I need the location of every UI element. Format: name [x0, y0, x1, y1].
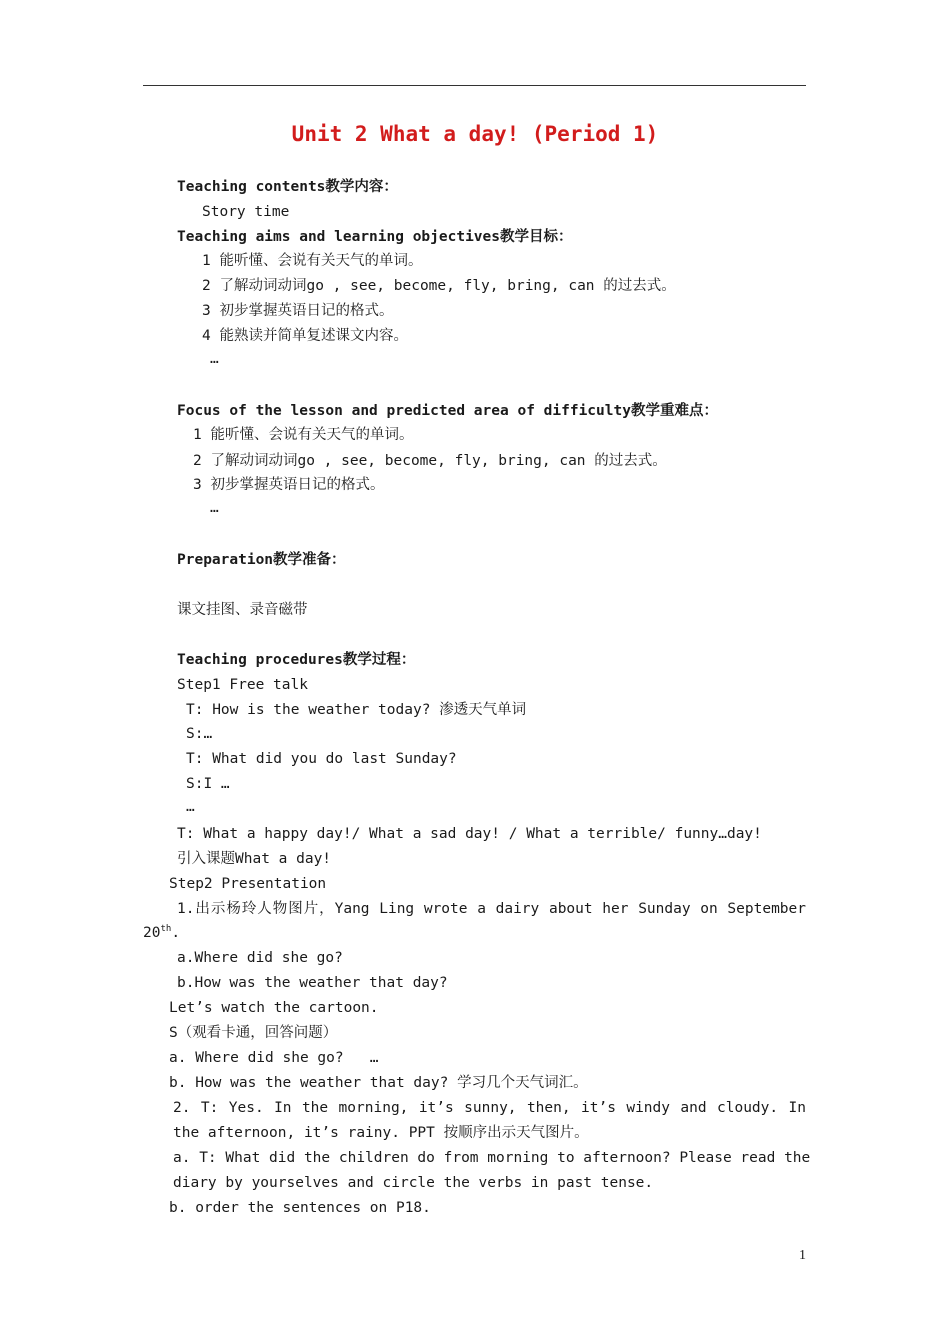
step1-line: S:I …: [186, 776, 230, 792]
activity-b-line: b. order the sentences on P18.: [169, 1200, 431, 1216]
contents-value: Story time: [202, 204, 290, 220]
step1-intro: 引入课题What a day!: [177, 851, 332, 867]
presentation-date: [143, 923, 180, 943]
activity-a-line: diary by yourselves and circle the verbs in past tense.: [173, 1175, 654, 1191]
focus-item: 3 初步掌握英语日记的格式。: [193, 477, 385, 493]
step1-line: …: [186, 799, 195, 815]
page-title: Unit 2 What a day! (Period 1): [291, 122, 659, 146]
question-a: a.Where did she go?: [177, 950, 343, 966]
step2-title: Step2 Presentation: [169, 876, 327, 892]
aims-item: 1 能听懂、会说有关天气的单词。: [202, 253, 423, 269]
aims-item: 4 能熟读并简单复述课文内容。: [202, 328, 408, 344]
step1-line: T: What did you do last Sunday?: [186, 751, 457, 767]
aims-item: 2 了解动词动词go , see, become, fly, bring, can 的过去式。: [202, 278, 676, 294]
presentation-2-line: 2. T: Yes. In the morning, it’s sunny, then, it’s windy and cloudy. In: [173, 1100, 806, 1116]
preparation-heading: Preparation教学准备：: [177, 552, 346, 568]
question-b: b.How was the weather that day?: [177, 975, 448, 991]
step1-title: Step1 Free talk: [177, 677, 308, 693]
step1-line: S:…: [186, 726, 213, 742]
aims-heading: Teaching aims and learning objectives教学目标：: [177, 229, 573, 245]
aims-item: …: [210, 351, 219, 367]
student-watch-line: S（观看卡通，回答问题）: [169, 1025, 338, 1041]
contents-heading: Teaching contents教学内容：: [177, 179, 398, 195]
aims-item: 3 初步掌握英语日记的格式。: [202, 303, 394, 319]
activity-a-line: a. T: What did the children do from morning to afternoon? Please read the: [173, 1150, 811, 1166]
focus-heading: Focus of the lesson and predicted area of difficulty教学重难点：: [177, 403, 718, 419]
procedures-heading: Teaching procedures教学过程：: [177, 652, 416, 668]
preparation-value: 课文挂图、录音磁带: [177, 602, 308, 618]
focus-item: 1 能听懂、会说有关天气的单词。: [193, 427, 414, 443]
watch-line: Let’s watch the cartoon.: [169, 1000, 379, 1016]
focus-item: …: [210, 500, 219, 516]
step1-teacher-line: T: What a happy day!/ What a sad day! / What a terrible/ funny…day!: [177, 826, 762, 842]
answer-a: a. Where did she go? …: [169, 1050, 379, 1066]
presentation-line: 1.出示杨玲人物图片，Yang Ling wrote a dairy about her Sunday on September: [177, 901, 806, 917]
date-suffix: th: [160, 924, 172, 935]
presentation-2-line: the afternoon, it’s rainy. PPT 按顺序出示天气图片。: [173, 1125, 589, 1141]
page-number: 1: [799, 1248, 806, 1263]
step1-line: T: How is the weather today? 渗透天气单词: [186, 702, 527, 718]
date-day: 20: [143, 925, 161, 941]
date-dot: .: [171, 925, 181, 941]
answer-b: b. How was the weather that day? 学习几个天气词汇。: [169, 1075, 588, 1091]
header-rule: [143, 85, 806, 86]
focus-item: 2 了解动词动词go , see, become, fly, bring, can 的过去式。: [193, 453, 667, 469]
